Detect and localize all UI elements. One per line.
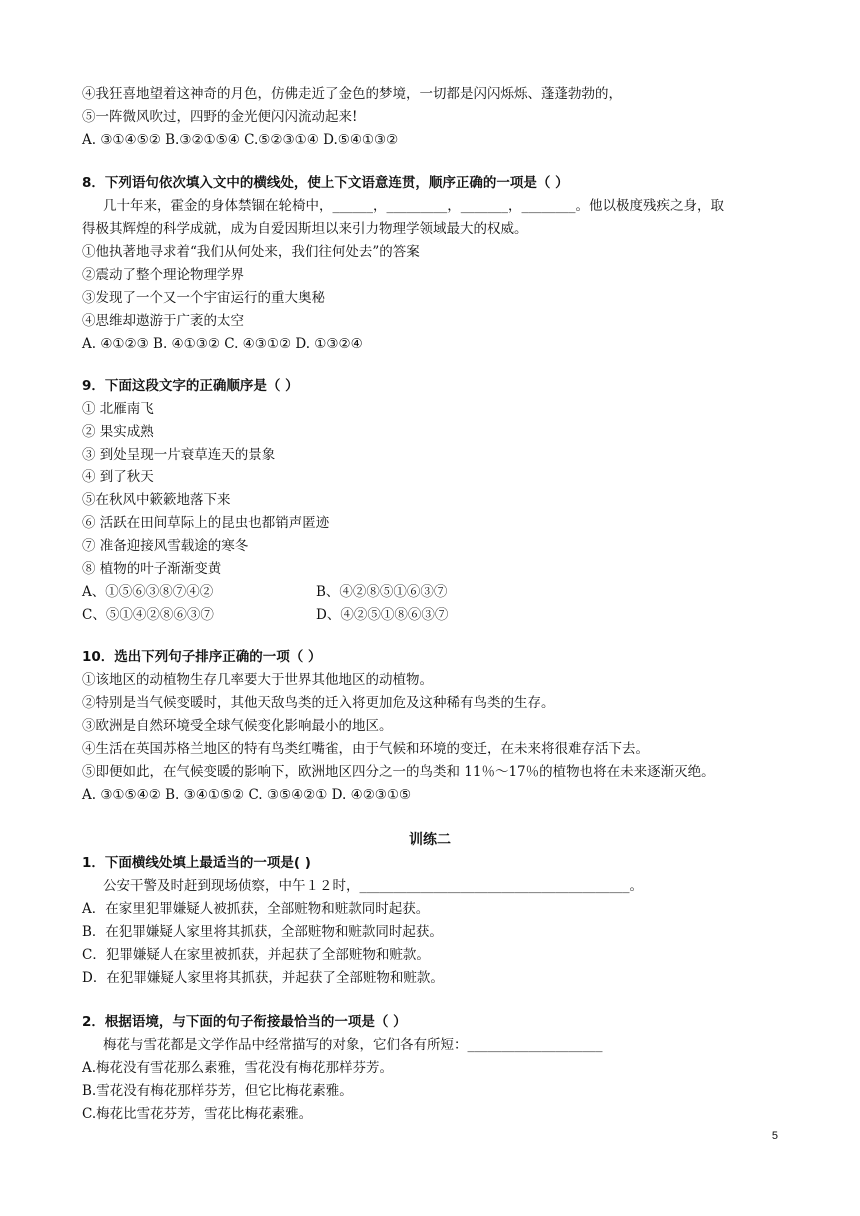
training-1-option: C．犯罪嫌疑人在家里被抓获，并起获了全部赃物和赃款。 bbox=[82, 947, 430, 963]
training-1-option: A．在家里犯罪嫌疑人被抓获，全部赃物和赃款同时起获。 bbox=[82, 901, 430, 917]
question-10-item: ③欧洲是自然环境受全球气候变化影响最小的地区。 bbox=[82, 718, 393, 734]
question-9-item: ⑧ 植物的叶子渐渐变黄 bbox=[82, 561, 222, 577]
training-1-option: D．在犯罪嫌疑人家里将其抓获，并起获了全部赃物和赃款。 bbox=[82, 970, 444, 986]
question-10-item: ④生活在英国苏格兰地区的特有鸟类红嘴雀，由于气候和环境的变迁，在未来将很难存活下去。 bbox=[82, 741, 649, 757]
training-1-title: 1．下面横线处填上最适当的一项是( ) bbox=[82, 855, 311, 871]
text-line: ④我狂喜地望着这神奇的月色，仿佛走近了金色的梦境，一切都是闪闪烁烁、蓬蓬勃勃的， bbox=[82, 86, 622, 102]
training-2-title: 2．根据语境，与下面的句子衔接最恰当的一项是（ ） bbox=[82, 1014, 407, 1030]
text-line: ⑤一阵微风吹过，四野的金光便闪闪流动起来! bbox=[82, 109, 358, 125]
question-8-item: ④思维却遨游于广袤的太空 bbox=[82, 313, 244, 329]
question-8-item: ①他执著地寻求着“我们从何处来，我们往何处去”的答案 bbox=[82, 244, 420, 260]
question-10-title: 10．选出下列句子排序正确的一项（ ） bbox=[82, 649, 322, 665]
question-9-option-d: D、④②⑤①⑧⑥③⑦ bbox=[316, 607, 449, 623]
training-2-option: C.梅花比雪花芬芳，雪花比梅花素雅。 bbox=[82, 1106, 313, 1122]
training-1-text: 公安干警及时赶到现场侦察，中午１２时，________________________________________。 bbox=[103, 878, 643, 894]
question-10-item: ①该地区的动植物生存几率要大于世界其他地区的动植物。 bbox=[82, 672, 433, 688]
training-2-option: A.梅花没有雪花那么素雅，雪花没有梅花那样芬芳。 bbox=[82, 1060, 394, 1076]
page-number: 5 bbox=[771, 1130, 778, 1142]
section-heading: 训练二 bbox=[409, 832, 451, 848]
question-9-option-c: C、⑤①④②⑧⑥③⑦ bbox=[82, 607, 214, 623]
question-8-item: ③发现了一个又一个宇宙运行的重大奥秘 bbox=[82, 290, 325, 306]
options-line: A. ③①④⑤② B.③②①⑤④ C.⑤②③①④ D.⑤④①③② bbox=[82, 132, 399, 148]
question-10-options: A. ③①⑤④② B. ③④①⑤② C. ③⑤④②① D. ④②③①⑤ bbox=[82, 787, 412, 803]
training-2-text: 梅花与雪花都是文学作品中经常描写的对象，它们各有所短：____________________ bbox=[103, 1037, 603, 1053]
question-9-item: ④ 到了秋天 bbox=[82, 469, 154, 485]
question-9-item: ② 果实成熟 bbox=[82, 424, 154, 440]
question-10-item: ⑤即便如此，在气候变暖的影响下，欧洲地区四分之一的鸟类和 11％～17％的植物也将在未来逐渐灭绝。 bbox=[82, 764, 715, 780]
question-8-title: 8．下列语句依次填入文中的横线处，使上下文语意连贯，顺序正确的一项是（ ） bbox=[82, 175, 569, 191]
question-8-text: 几十年来，霍金的身体禁锢在轮椅中，______，_________，_______，________。他以极度残疾之身，取 bbox=[103, 198, 724, 214]
question-9-item: ① 北雁南飞 bbox=[82, 401, 154, 417]
training-1-option: B．在犯罪嫌疑人家里将其抓获，全部赃物和赃款同时起获。 bbox=[82, 924, 443, 940]
question-9-item: ⑥ 活跃在田间草际上的昆虫也都销声匿迹 bbox=[82, 515, 330, 531]
question-9-item: ⑤在秋风中簌簌地落下来 bbox=[82, 492, 231, 508]
question-9-item: ⑦ 准备迎接风雪载途的寒冬 bbox=[82, 538, 249, 554]
question-9-option-a: A、①⑤⑥③⑧⑦④② bbox=[82, 584, 214, 600]
question-9-item: ③ 到处呈现一片衰草连天的景象 bbox=[82, 447, 276, 463]
question-8-item: ②震动了整个理论物理学界 bbox=[82, 267, 244, 283]
question-10-item: ②特别是当气候变暖时，其他天敌鸟类的迁入将更加危及这种稀有鸟类的生存。 bbox=[82, 695, 555, 711]
question-8-text: 得极其辉煌的科学成就，成为自爱因斯坦以来引力物理学领域最大的权威。 bbox=[82, 221, 528, 237]
question-8-options: A. ④①②③ B. ④①③② C. ④③①② D. ①③②④ bbox=[82, 336, 363, 352]
question-9-title: 9．下面这段文字的正确顺序是（ ） bbox=[82, 378, 299, 394]
question-9-option-b: B、④②⑧⑤①⑥③⑦ bbox=[316, 584, 448, 600]
training-2-option: B.雪花没有梅花那样芬芳，但它比梅花素雅。 bbox=[82, 1083, 353, 1099]
